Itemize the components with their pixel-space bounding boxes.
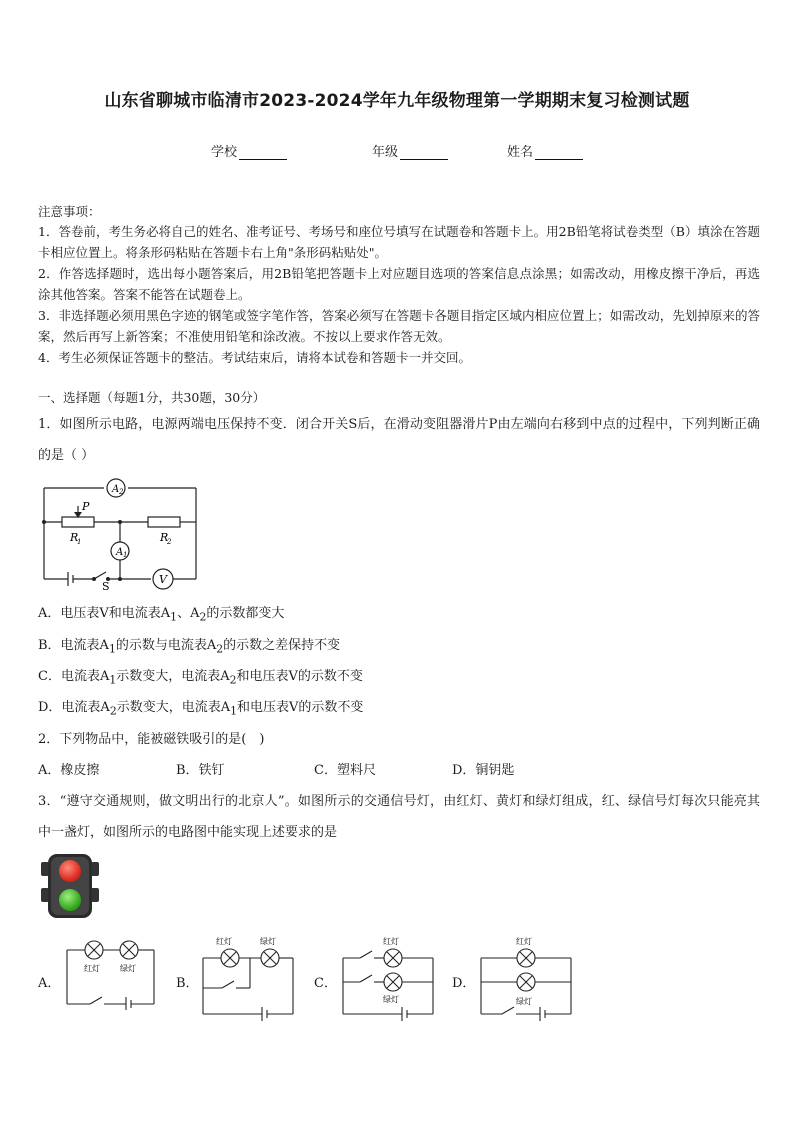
option-text: 的示数都变大: [206, 606, 285, 621]
question-3-option-b-label[interactable]: B．: [176, 976, 199, 991]
option-subscript: 1: [108, 642, 116, 656]
school-blank[interactable]: [239, 145, 287, 160]
red-lamp-label: 红灯: [216, 937, 232, 946]
question-3-option-c-circuit: [338, 932, 438, 1026]
question-3-option-c-label[interactable]: C．: [314, 976, 337, 991]
option-text: 的示数之差保持不变: [223, 638, 341, 653]
option-subscript: 1: [109, 673, 117, 687]
notes-heading: 注意事项：: [38, 204, 101, 219]
grade-field[interactable]: [372, 141, 448, 160]
option-text: 、A: [177, 606, 200, 621]
name-blank[interactable]: [535, 145, 583, 160]
green-lamp-label: 绿灯: [260, 937, 276, 946]
question-2-stem: 2．下列物品中，能被磁铁吸引的是( ): [38, 732, 265, 747]
option-text: C．电流表A: [38, 669, 110, 684]
grade-label: 年级: [372, 145, 399, 160]
switch-s-label: S: [102, 580, 110, 593]
option-text: 示数变大，电流表A: [116, 669, 230, 684]
option-text: B．电流表A: [38, 638, 109, 653]
question-1-option-c[interactable]: [38, 665, 363, 687]
school-label: 学校: [211, 145, 238, 160]
green-lamp-label: 绿灯: [120, 964, 136, 973]
voltmeter-label: V: [159, 573, 167, 586]
question-2-option-c[interactable]: C．塑料尺: [314, 763, 376, 778]
option-text: 和电压表V的示数不变: [236, 700, 364, 715]
option-text: 和电压表V的示数不变: [236, 669, 363, 684]
a1-meter-subscript: 1: [123, 551, 128, 559]
a2-meter-subscript: 2: [119, 488, 124, 496]
green-lamp-label: 绿灯: [516, 997, 532, 1006]
a1-meter-label: A: [116, 547, 124, 558]
r2-subscript: 2: [167, 538, 172, 546]
green-lamp-label: 绿灯: [383, 995, 399, 1004]
question-3-option-a-label[interactable]: A．: [38, 976, 61, 991]
question-2-option-d[interactable]: D．铜钥匙: [452, 763, 515, 778]
r1-subscript: 1: [77, 538, 82, 546]
option-subscript: 1: [230, 704, 237, 718]
grade-blank[interactable]: [400, 145, 448, 160]
section-heading: 一、选择题（每题1分，共30题，30分）: [38, 390, 266, 405]
slider-p-label: P: [82, 500, 90, 513]
question-3-option-b-circuit: [198, 932, 298, 1026]
question-2-option-b[interactable]: B．铁钉: [176, 763, 225, 778]
note-item-2: 2．作答选择题时，选出每小题答案后，用2B铅笔把答题卡上对应题目选项的答案信息点涂黑；如需改动，用橡皮擦干净后，再选涂其他答案。答案不能答在试题卷上。: [38, 266, 760, 302]
option-subscript: 2: [229, 673, 237, 687]
question-2-option-a[interactable]: A．橡皮擦: [38, 763, 100, 778]
option-text: 的示数与电流表A: [115, 638, 217, 653]
question-1-option-a[interactable]: [38, 602, 284, 624]
option-text: D．电流表A: [38, 700, 110, 715]
question-3-stem: 3．“遵守交通规则，做文明出行的北京人”。如图所示的交通信号灯，由红灯、黄灯和绿灯组成，红、绿信号灯每次只能亮其中一盏灯，如图所示的电路图中能实现上述要求的是: [38, 794, 760, 840]
r1-label: R: [70, 531, 79, 544]
question-3-option-d-label[interactable]: D．: [452, 976, 476, 991]
page-title: 山东省聊城市临清市2023-2024学年九年级物理第一学期期末复习检测试题: [104, 91, 690, 111]
question-1-circuit-diagram: [38, 476, 208, 594]
option-subscript: 2: [199, 610, 207, 624]
question-3-option-d-circuit: [476, 932, 576, 1026]
option-subscript: 2: [216, 642, 224, 656]
option-subscript: 2: [109, 704, 117, 718]
option-text: A．电压表V和电流表A: [38, 606, 171, 621]
question-1-stem: 1．如图所示电路，电源两端电压保持不变．闭合开关S后，在滑动变阻器滑片P由左端向右移到中点的过程中，下列判断正确的是（ ）: [38, 417, 760, 463]
traffic-light-icon: [38, 852, 102, 920]
a2-meter-label: A: [112, 484, 120, 495]
note-item-3: 3．非选择题必须用黑色字迹的钢笔或签字笔作答，答案必须写在答题卡各题目指定区域内相应位置上；如需改动，先划掉原来的答案，然后再写上新答案；不准使用铅笔和涂改液。不按以上要求作答无效。: [38, 308, 760, 344]
question-1-option-d[interactable]: [38, 696, 363, 718]
red-lamp-label: 红灯: [383, 937, 399, 946]
note-item-4: 4．考生必须保证答题卡的整洁。考试结束后，请将本试卷和答题卡一并交回。: [38, 350, 471, 365]
r2-label: R: [160, 531, 169, 544]
name-field[interactable]: [507, 141, 583, 160]
question-3-option-a-circuit: [62, 938, 158, 1010]
school-field[interactable]: [211, 141, 287, 160]
name-label: 姓名: [507, 145, 534, 160]
note-item-1: 1．答卷前，考生务必将自己的姓名、准考证号、考场号和座位号填写在试题卷和答题卡上。用2B铅笔将试卷类型（B）填涂在答题卡相应位置上。将条形码粘贴在答题卡右上角"条形码粘贴处"。: [38, 224, 760, 260]
option-subscript: 1: [170, 610, 178, 624]
red-lamp-label: 红灯: [84, 964, 100, 973]
red-lamp-label: 红灯: [516, 937, 532, 946]
option-text: 示数变大，电流表A: [116, 700, 231, 715]
question-1-option-b[interactable]: [38, 634, 340, 656]
